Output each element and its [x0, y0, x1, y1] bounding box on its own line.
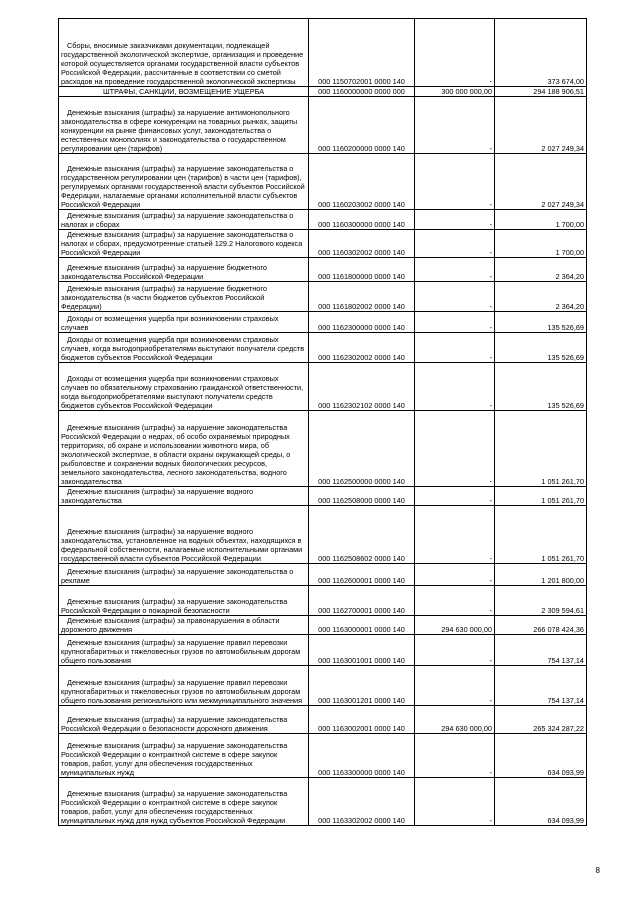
row-name: Денежные взыскания (штрафы) за нарушение законодательства Российской Федерации о контрактной системе в сфере закупок товаров, работ, услуг для обеспечения государственных муниципальных нужд для нужд субъектов Российской Федерации: [61, 789, 288, 825]
table-row: [59, 210, 587, 230]
row-executed-amount: 1 700,00: [495, 210, 587, 230]
table-row: [59, 666, 587, 706]
row-plan-amount: -: [415, 506, 495, 564]
row-name: Сборы, вносимые заказчиками документации, подлежащей государственной экологической экспертизе, организация и проведение которой осуществляется органами государственной власти субъектов Российской Федерации, рассчитанные в соответствии со сметой расходов на проведение государственной экологической экспертизы: [61, 41, 304, 86]
row-plan-amount: -: [415, 97, 495, 154]
row-plan-amount: -: [415, 734, 495, 778]
row-name-cell: [59, 363, 309, 411]
row-executed-amount: 2 364,20: [495, 282, 587, 312]
row-plan-amount: -: [415, 411, 495, 487]
row-name-cell: [59, 706, 309, 734]
row-plan-amount: 294 630 000,00: [415, 706, 495, 734]
table-row: [59, 258, 587, 282]
row-plan-amount: -: [415, 586, 495, 616]
row-plan-amount: 300 000 000,00: [415, 87, 495, 97]
table-row: [59, 564, 587, 586]
table-row: [59, 616, 587, 635]
row-name-cell: [59, 258, 309, 282]
row-executed-amount: 634 093,99: [495, 734, 587, 778]
row-plan-amount: -: [415, 210, 495, 230]
row-plan-amount: -: [415, 363, 495, 411]
table-row: [59, 19, 587, 87]
row-name: Денежные взыскания (штрафы) за нарушение законодательства Российской Федерации о пожарной безопасности: [61, 597, 288, 615]
row-code: 000 1162302002 0000 140: [309, 333, 415, 363]
row-executed-amount: 2 309 594,61: [495, 586, 587, 616]
row-executed-amount: 1 201 800,00: [495, 564, 587, 586]
row-executed-amount: 266 078 424,36: [495, 616, 587, 635]
row-name-cell: [59, 666, 309, 706]
row-code: 000 1160200000 0000 140: [309, 97, 415, 154]
row-name-cell: [59, 616, 309, 635]
table-row: [59, 282, 587, 312]
table-row: [59, 363, 587, 411]
table-row: [59, 635, 587, 666]
row-plan-amount: -: [415, 282, 495, 312]
row-name-cell: [59, 210, 309, 230]
row-code: 000 1150702001 0000 140: [309, 19, 415, 87]
row-executed-amount: 754 137,14: [495, 666, 587, 706]
row-executed-amount: 1 051 261,70: [495, 506, 587, 564]
row-name-cell: [59, 154, 309, 210]
table-row: [59, 312, 587, 333]
row-code: 000 1163302002 0000 140: [309, 778, 415, 826]
row-name: Доходы от возмещения ущерба при возникновении страховых случаев, когда выгодоприобретателями выступают получатели средств бюджетов субъектов Российской Федерации: [61, 335, 305, 362]
row-plan-amount: -: [415, 564, 495, 586]
row-name-cell: [59, 19, 309, 87]
row-name-cell: [59, 564, 309, 586]
row-plan-amount: -: [415, 635, 495, 666]
table-row: [59, 97, 587, 154]
table-row: [59, 506, 587, 564]
table-row: [59, 734, 587, 778]
row-name: Денежные взыскания (штрафы) за нарушение водного законодательства: [61, 487, 254, 505]
row-executed-amount: 634 093,99: [495, 778, 587, 826]
row-name: Денежные взыскания (штрафы) за нарушение законодательства Российской Федерации о контрактной системе в сфере закупок товаров, работ, услуг для обеспечения государственных муниципальных нужд: [61, 741, 288, 777]
row-plan-amount: -: [415, 487, 495, 506]
row-plan-amount: -: [415, 154, 495, 210]
row-name: Денежные взыскания (штрафы) за нарушение бюджетного законодательства (в части бюджетов субъектов Российской Федерации): [61, 284, 267, 311]
row-executed-amount: 265 324 287,22: [495, 706, 587, 734]
row-executed-amount: 135 526,69: [495, 312, 587, 333]
row-plan-amount: -: [415, 230, 495, 258]
row-name: Денежные взыскания (штрафы) за нарушение законодательства о государственном регулировании цен (тарифов) в части цен (тарифов), регулируемых органами государственной власти субъектов Российской Федерации, налагаемые органами исполнительной власти субъектов Российской Федерации: [61, 164, 305, 209]
row-name-cell: [59, 487, 309, 506]
table-row: [59, 333, 587, 363]
row-name-cell: [59, 734, 309, 778]
row-plan-amount: -: [415, 778, 495, 826]
row-code: 000 1160000000 0000 000: [309, 87, 415, 97]
row-code: 000 1162302102 0000 140: [309, 363, 415, 411]
row-name-cell: [59, 411, 309, 487]
row-executed-amount: 1 051 261,70: [495, 487, 587, 506]
row-name-cell: [59, 230, 309, 258]
row-code: 000 1161802002 0000 140: [309, 282, 415, 312]
row-name-cell: [59, 333, 309, 363]
table-row: [59, 230, 587, 258]
row-name: Денежные взыскания (штрафы) за нарушение законодательства Российской Федерации о безопасности дорожного движения: [61, 715, 288, 733]
row-name: Денежные взыскания (штрафы) за нарушение правил перевозки крупногабаритных и тяжеловесных грузов по автомобильным дорогам общего пользования: [61, 638, 301, 665]
row-name-cell: [59, 312, 309, 333]
row-code: 000 1160302002 0000 140: [309, 230, 415, 258]
row-code: 000 1162508602 0000 140: [309, 506, 415, 564]
page-number: 8: [595, 866, 600, 875]
row-name: Денежные взыскания (штрафы) за нарушение правил перевозки крупногабаритных и тяжеловесных грузов по автомобильным дорогам общего пользования регионального или межмуниципального значения: [61, 678, 303, 705]
row-name: Доходы от возмещения ущерба при возникновении страховых случаев по обязательному страхованию гражданской ответственности, когда выгодоприобретателями выступают получатели средств бюджетов субъектов Российской Федерации: [61, 374, 304, 410]
row-code: 000 1160203002 0000 140: [309, 154, 415, 210]
row-name: Доходы от возмещения ущерба при возникновении страховых случаев: [61, 314, 279, 332]
row-plan-amount: 294 630 000,00: [415, 616, 495, 635]
row-executed-amount: 294 188 906,51: [495, 87, 587, 97]
row-name: Денежные взыскания (штрафы) за нарушение антимонопольного законодательства в сфере конкуренции на товарных рынках, защиты конкуренции на рынке финансовых услуг, законодательства о естественных монополиях и законодательства о государственном регулировании цен (тарифов): [61, 108, 298, 153]
row-code: 000 1162508000 0000 140: [309, 487, 415, 506]
row-plan-amount: -: [415, 666, 495, 706]
row-code: 000 1162300000 0000 140: [309, 312, 415, 333]
row-executed-amount: 2 364,20: [495, 258, 587, 282]
row-executed-amount: 2 027 249,34: [495, 97, 587, 154]
row-name: ШТРАФЫ, САНКЦИИ, ВОЗМЕЩЕНИЕ УЩЕРБА: [102, 87, 265, 96]
row-executed-amount: 754 137,14: [495, 635, 587, 666]
row-name: Денежные взыскания (штрафы) за нарушение водного законодательства, установленное на водных объектах, находящихся в федеральной собственности, налагаемые исполнительными органами государственной власти субъектов Российской Федерации: [61, 527, 303, 563]
row-code: 000 1161800000 0000 140: [309, 258, 415, 282]
row-name-cell: [59, 87, 309, 97]
table-body: [59, 19, 587, 826]
table-row: [59, 487, 587, 506]
row-name: Денежные взыскания (штрафы) за нарушение законодательства Российской Федерации о недрах, об особо охраняемых природных территориях, об охране и использовании животного мира, об экологической экспертизе, в области охраны окружающей среды, о рыболовстве и сохранении водных биологических ресурсов, земельного законодательства, лесного законодательства, водного законодательства: [61, 423, 291, 486]
table-row: [59, 87, 587, 97]
row-plan-amount: -: [415, 258, 495, 282]
table-row: [59, 706, 587, 734]
row-plan-amount: -: [415, 312, 495, 333]
row-name-cell: [59, 282, 309, 312]
row-name: Денежные взыскания (штрафы) за нарушение законодательства о рекламе: [61, 567, 294, 585]
row-name-cell: [59, 506, 309, 564]
row-code: 000 1163002001 0000 140: [309, 706, 415, 734]
row-name-cell: [59, 97, 309, 154]
row-code: 000 1163001001 0000 140: [309, 635, 415, 666]
row-name: Денежные взыскания (штрафы) за нарушение законодательства о налогах и сборах, предусмотренные статьей 129.2 Налогового кодекса Российской Федерации: [61, 230, 303, 257]
row-name: Денежные взыскания (штрафы) за нарушение законодательства о налогах и сборах: [61, 211, 294, 229]
row-name-cell: [59, 586, 309, 616]
table-row: [59, 411, 587, 487]
row-executed-amount: 1 051 261,70: [495, 411, 587, 487]
row-name-cell: [59, 778, 309, 826]
row-code: 000 1162500000 0000 140: [309, 411, 415, 487]
row-executed-amount: 373 674,00: [495, 19, 587, 87]
budget-revenue-table: [58, 18, 587, 826]
row-code: 000 1163300000 0000 140: [309, 734, 415, 778]
row-name: Денежные взыскания (штрафы) за нарушение бюджетного законодательства Российской Федерации: [61, 263, 267, 281]
row-code: 000 1163000001 0000 140: [309, 616, 415, 635]
row-plan-amount: -: [415, 19, 495, 87]
row-plan-amount: -: [415, 333, 495, 363]
row-name-cell: [59, 635, 309, 666]
row-executed-amount: 2 027 249,34: [495, 154, 587, 210]
row-executed-amount: 135 526,69: [495, 333, 587, 363]
row-code: 000 1160300000 0000 140: [309, 210, 415, 230]
row-code: 000 1162700001 0000 140: [309, 586, 415, 616]
row-executed-amount: 1 700,00: [495, 230, 587, 258]
row-code: 000 1163001201 0000 140: [309, 666, 415, 706]
row-code: 000 1162600001 0000 140: [309, 564, 415, 586]
table-row: [59, 778, 587, 826]
row-name: Денежные взыскания (штрафы) за правонарушения в области дорожного движения: [61, 616, 280, 634]
row-executed-amount: 135 526,69: [495, 363, 587, 411]
table-row: [59, 154, 587, 210]
table-row: [59, 586, 587, 616]
